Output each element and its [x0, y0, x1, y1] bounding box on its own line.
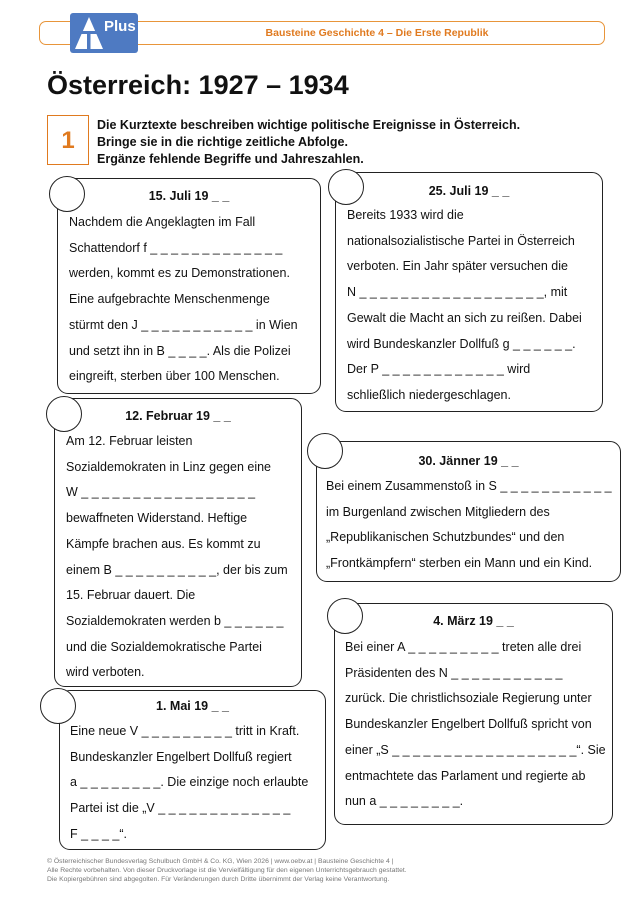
page-title: Österreich: 1927 – 1934	[47, 70, 349, 100]
instruction-line: Ergänze fehlende Begriffe und Jahreszahlen.	[97, 152, 364, 166]
text-line: nun a _ _ _ _ _ _ _ _.	[345, 794, 464, 809]
text-line: verboten. Ein Jahr später versuchen die	[347, 259, 568, 274]
text-line: stürmt den J _ _ _ _ _ _ _ _ _ _ _ in Wien	[69, 317, 298, 332]
event-date: 25. Juli 19 _ _	[428, 184, 510, 198]
task-number-box	[47, 115, 89, 165]
event-card-jaenner-30	[316, 441, 621, 582]
text-line: Der P _ _ _ _ _ _ _ _ _ _ _ _ wird	[347, 362, 531, 377]
order-number-circle[interactable]	[307, 433, 343, 469]
series-title: Bausteine Geschichte 4 – Die Erste Republik	[265, 27, 489, 39]
text-line: Bundeskanzler Engelbert Dollfuß regiert	[70, 749, 292, 764]
text-line: W _ _ _ _ _ _ _ _ _ _ _ _ _ _ _ _ _	[66, 485, 256, 500]
text-line: im Burgenland zwischen Mitgliedern des	[326, 504, 550, 519]
event-card-juli-15	[57, 178, 321, 394]
text-line: Kämpfe brachen aus. Es kommt zu	[66, 536, 261, 551]
footer-line: Die Kopiergebühren sind abgegolten. Für Veränderungen durch Dritte übernimmt der Verlag keine Verantwortung.	[47, 876, 390, 883]
text-line: a _ _ _ _ _ _ _ _. Die einzige noch erlaubte	[70, 775, 309, 790]
text-line: Bei einer A _ _ _ _ _ _ _ _ _ treten alle drei	[345, 640, 582, 654]
event-date: 15. Juli 19 _ _	[148, 189, 230, 203]
event-card-maerz-4	[334, 603, 613, 825]
text-line: wird verboten.	[66, 665, 145, 680]
event-date: 30. Jänner 19 _ _	[418, 454, 519, 468]
event-text	[326, 474, 612, 577]
text-line: entmachtete das Parlament und regierte ab	[345, 768, 586, 783]
text-line: schließlich niedergeschlagen.	[347, 387, 511, 402]
text-line: Bei einem Zusammenstoß in S _ _ _ _ _ _ _ _ _ _ _	[326, 479, 612, 493]
event-date: 4. März 19 _ _	[433, 614, 514, 628]
event-text	[347, 203, 582, 409]
text-line: werden, kommt es zu Demonstrationen.	[69, 266, 290, 281]
triangle-logo-icon	[74, 16, 104, 50]
task-number: 1	[61, 127, 75, 154]
event-text	[70, 719, 308, 848]
text-line: F _ _ _ _“.	[70, 826, 127, 841]
text-line: Präsidenten des N _ _ _ _ _ _ _ _ _ _ _	[345, 665, 563, 680]
copyright-footer	[47, 857, 407, 884]
text-line: Sozialdemokraten werden b _ _ _ _ _ _	[66, 613, 284, 628]
footer-line: Alle Rechte vorbehalten. Von dieser Druckvorlage ist die Vervielfältigung für den eigenen Unterrichtsgebrauch gestattet.	[47, 867, 407, 874]
event-text	[66, 429, 288, 686]
event-text	[69, 210, 298, 390]
text-line: und die Sozialdemokratische Partei	[66, 639, 262, 654]
text-line: „Republikanischen Schutzbundes“ und den	[326, 530, 565, 545]
text-line: eingreift, sterben über 100 Menschen.	[69, 369, 280, 384]
instruction-line: Die Kurztexte beschreiben wichtige politische Ereignisse in Österreich.	[97, 118, 521, 132]
text-line: zurück. Die christlichsoziale Regierung unter	[345, 691, 592, 706]
instruction-line: Bringe sie in die richtige zeitliche Abfolge.	[97, 135, 348, 149]
publisher-logo	[70, 13, 138, 53]
text-line: einem B _ _ _ _ _ _ _ _ _ _, der bis zum	[66, 562, 288, 577]
text-line: Nachdem die Angeklagten im Fall	[69, 215, 256, 229]
event-card-juli-25	[335, 172, 603, 412]
order-number-circle[interactable]	[49, 176, 85, 212]
task-instructions	[97, 117, 520, 168]
event-date: 1. Mai 19 _ _	[156, 699, 229, 713]
order-number-circle[interactable]	[40, 688, 76, 724]
text-line: Eine neue V _ _ _ _ _ _ _ _ _ tritt in Kraft.	[70, 724, 300, 738]
footer-line: © Österreichischer Bundesverlag Schulbuch GmbH & Co. KG, Wien 2026 | www.oebv.at | Bausteine Geschichte 4 |	[47, 858, 394, 865]
text-line: Schattendorf f _ _ _ _ _ _ _ _ _ _ _ _ _	[69, 240, 283, 255]
text-line: Partei ist die „V _ _ _ _ _ _ _ _ _ _ _ _ _	[70, 801, 291, 816]
text-line: Bundeskanzler Engelbert Dollfuß spricht von	[345, 717, 592, 732]
event-card-mai-1	[59, 690, 326, 850]
order-number-circle[interactable]	[46, 396, 82, 432]
text-line: Am 12. Februar leisten	[66, 434, 193, 448]
logo-text: Plus	[104, 18, 136, 35]
text-line: wird Bundeskanzler Dollfuß g _ _ _ _ _ _.	[347, 336, 576, 351]
text-line: und setzt ihn in B _ _ _ _. Als die Polizei	[69, 343, 291, 358]
text-line: bewaffneten Widerstand. Heftige	[66, 511, 248, 526]
text-line: N _ _ _ _ _ _ _ _ _ _ _ _ _ _ _ _ _ _, mit	[347, 285, 568, 300]
text-line: „Frontkämpfern“ sterben ein Mann und ein Kind.	[326, 556, 593, 571]
text-line: Gewalt die Macht an sich zu reißen. Dabei	[347, 310, 582, 325]
event-date: 12. Februar 19 _ _	[125, 409, 231, 423]
text-line: Bereits 1933 wird die	[347, 208, 464, 222]
event-text	[345, 635, 606, 815]
event-card-februar-12	[54, 398, 302, 687]
text-line: Sozialdemokraten in Linz gegen eine	[66, 459, 271, 474]
text-line: einer „S _ _ _ _ _ _ _ _ _ _ _ _ _ _ _ _ _ _“. Sie	[345, 742, 606, 757]
text-line: 15. Februar dauert. Die	[66, 588, 196, 603]
text-line: nationalsozialistische Partei in Österreich	[347, 233, 575, 248]
text-line: Eine aufgebrachte Menschenmenge	[69, 292, 270, 307]
order-number-circle[interactable]	[328, 169, 364, 205]
order-number-circle[interactable]	[327, 598, 363, 634]
